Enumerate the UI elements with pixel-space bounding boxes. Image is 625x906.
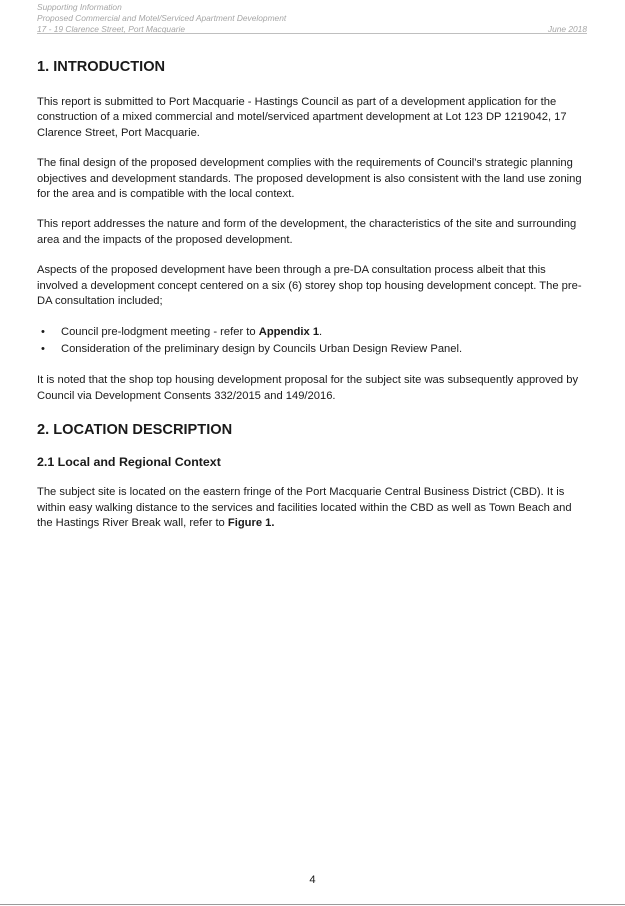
header-divider (37, 33, 587, 34)
list-item-suffix: . (319, 326, 323, 339)
section-heading-location: 2. LOCATION DESCRIPTION (37, 422, 233, 439)
page-number: 4 (309, 874, 316, 886)
appendix-reference: Appendix 1 (258, 326, 320, 339)
bullet-marker: • (41, 326, 45, 339)
header-row-2 (37, 13, 587, 24)
list-item (37, 341, 589, 358)
page-bottom-edge (0, 904, 625, 905)
header-date: June 2018 (547, 23, 587, 34)
consultation-list (37, 324, 589, 358)
subsection-heading-context: 2.1 Local and Regional Context (37, 455, 221, 470)
paragraph-text: The subject site is located on the eastern fringe of the Port Macquarie Central Business District (CBD). It is within easy walking distance to the services and facilities located within the CBD as well as Town Beach and the Hastings River Break wall, refer to (37, 486, 572, 530)
header-project-title: Proposed Commercial and Motel/Serviced Apartment Development (37, 12, 287, 23)
paragraph-location-1 (37, 485, 589, 531)
running-header (37, 2, 587, 34)
paragraph-intro-1: This report is submitted to Port Macquarie - Hastings Council as part of a development application for the construction of a mixed commercial and motel/serviced apartment development at Lot 123 DP 1219042, 17 Clarence Street, Port Macquarie. (37, 96, 567, 139)
header-row-1 (37, 2, 587, 13)
header-site-address: 17 - 19 Clarence Street, Port Macquarie (37, 23, 186, 34)
paragraph-intro-5: It is noted that the shop top housing development proposal for the subject site was subsequently approved by Council via Development Consents 332/2015 and 149/2016. (37, 374, 579, 402)
header-document-type: Supporting Information (37, 2, 122, 12)
paragraph-intro-2: The final design of the proposed development complies with the requirements of Council’s strategic planning objectives and development standards. The proposed development is also consistent with the land use zoning for the area and is compatible with the local context. (37, 157, 582, 201)
bullet-marker: • (41, 343, 45, 356)
figure-reference: Figure 1. (227, 517, 275, 530)
list-item (37, 324, 589, 341)
paragraph-intro-3: This report addresses the nature and form of the development, the characteristics of the site and surrounding area and the impacts of the proposed development. (37, 218, 577, 246)
document-body (37, 58, 589, 532)
section-heading-introduction: 1. INTRODUCTION (37, 59, 166, 75)
list-item-text: Consideration of the preliminary design by Councils Urban Design Review Panel. (61, 343, 463, 356)
paragraph-intro-4: Aspects of the proposed development have been through a pre-DA consultation process albeit that this involved a development concept centered on a six (6) storey shop top housing development concept. The pre-DA consultation included; (37, 264, 582, 308)
list-item-text: Council pre-lodgment meeting - refer to (61, 326, 259, 339)
